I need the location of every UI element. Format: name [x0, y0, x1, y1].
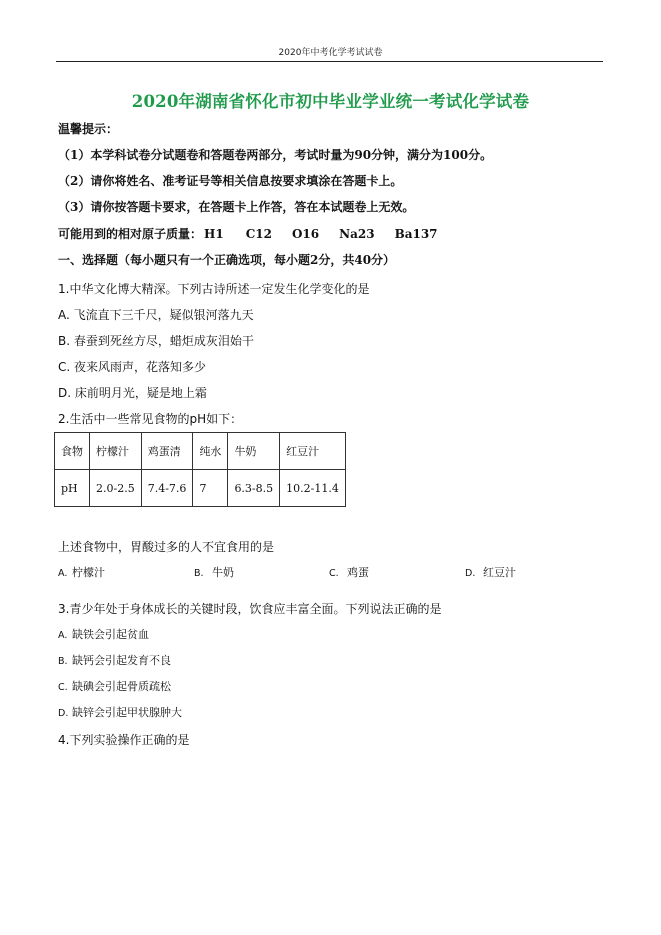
question-3-option-b: [58, 652, 171, 668]
question-2-option-a: [58, 564, 105, 580]
ph-table-cell: pH: [55, 470, 90, 507]
option-letter: A.: [58, 630, 68, 641]
ph-table-cell: 红豆汁: [280, 433, 346, 470]
atomic-mass-na: Na23: [339, 227, 375, 241]
ph-table-cell: 2.0-2.5: [90, 470, 142, 507]
question-1-option-a: A. 飞流直下三千尺，疑似银河落九天: [58, 308, 254, 322]
atomic-mass-c: C12: [245, 227, 272, 241]
option-text: 牛奶: [212, 566, 234, 579]
question-1-option-b: B. 春蚕到死丝方尽，蜡炬成灰泪始干: [58, 334, 254, 348]
question-3-option-d: [58, 704, 182, 720]
question-2-prompt: 上述食物中，胃酸过多的人不宜食用的是: [58, 540, 275, 554]
ph-table-cell: 鸡蛋清: [141, 433, 193, 470]
option-letter: D.: [465, 568, 476, 579]
ph-table-value-row: [55, 470, 346, 507]
question-2-option-d: [465, 564, 516, 580]
question-1-stem: 1.中华文化博大精深。下列古诗所述一定发生化学变化的是: [58, 282, 370, 296]
ph-table-cell: 纯水: [193, 433, 228, 470]
option-text: 缺锌会引起甲状腺肿大: [72, 706, 182, 719]
atomic-mass-h: H1: [204, 227, 224, 241]
question-2-stem: 2.生活中一些常见食物的pH如下：: [58, 412, 243, 426]
tip-item-2: （2）请你将姓名、准考证号等相关信息按要求填涂在答题卡上。: [58, 174, 403, 188]
tips-heading: 温馨提示：: [58, 122, 119, 136]
ph-table-cell: 7: [193, 470, 228, 507]
option-letter: D.: [58, 708, 69, 719]
question-3-option-c: [58, 678, 171, 694]
atomic-mass-label: 可能用到的相对原子质量：: [58, 227, 203, 241]
question-2-option-b: [194, 564, 234, 580]
atomic-mass-ba: Ba137: [394, 227, 438, 241]
option-text: 红豆汁: [483, 566, 516, 579]
exam-title: 2020年湖南省怀化市初中毕业学业统一考试化学试卷: [131, 92, 530, 111]
header-divider: [56, 61, 603, 62]
question-2-option-c: [329, 564, 369, 580]
ph-table-cell: 牛奶: [228, 433, 280, 470]
option-text: 缺铁会引起贫血: [72, 628, 149, 641]
option-text: 柠檬汁: [72, 566, 105, 579]
ph-table-cell: 7.4-7.6: [141, 470, 193, 507]
ph-table-cell: 10.2-11.4: [280, 470, 346, 507]
option-letter: A.: [58, 568, 68, 579]
question-1-option-d: D. 床前明月光，疑是地上霜: [58, 386, 207, 400]
question-3-stem: 3.青少年处于身体成长的关键时段，饮食应丰富全面。下列说法正确的是: [58, 602, 442, 616]
question-1-option-c: C. 夜来风雨声，花落知多少: [58, 360, 207, 374]
ph-table: [54, 432, 346, 507]
option-letter: B.: [58, 656, 68, 667]
option-letter: C.: [329, 568, 339, 579]
tip-item-1: （1）本学科试卷分试题卷和答题卷两部分，考试时量为90分钟，满分为100分。: [58, 148, 493, 162]
option-text: 鸡蛋: [347, 566, 369, 579]
ph-table-cell: 6.3-8.5: [228, 470, 280, 507]
option-letter: C.: [58, 682, 68, 693]
tip-item-3: （3）请你按答题卡要求，在答题卡上作答，答在本试题卷上无效。: [58, 200, 415, 214]
page-header: 2020年中考化学考试试卷: [278, 48, 383, 58]
question-4-stem: 4.下列实验操作正确的是: [58, 733, 190, 747]
option-text: 缺碘会引起骨质疏松: [72, 680, 171, 693]
ph-table-header-row: [55, 433, 346, 470]
option-letter: B.: [194, 568, 204, 579]
option-text: 缺钙会引起发育不良: [72, 654, 171, 667]
atomic-mass-o: O16: [291, 227, 320, 241]
ph-table-cell: 食物: [55, 433, 90, 470]
ph-table-cell: 柠檬汁: [90, 433, 142, 470]
atomic-mass-line: [58, 225, 438, 242]
question-3-option-a: [58, 626, 149, 642]
section-heading: 一、选择题（每小题只有一个正确选项，每小题2分，共40分）: [58, 253, 396, 267]
